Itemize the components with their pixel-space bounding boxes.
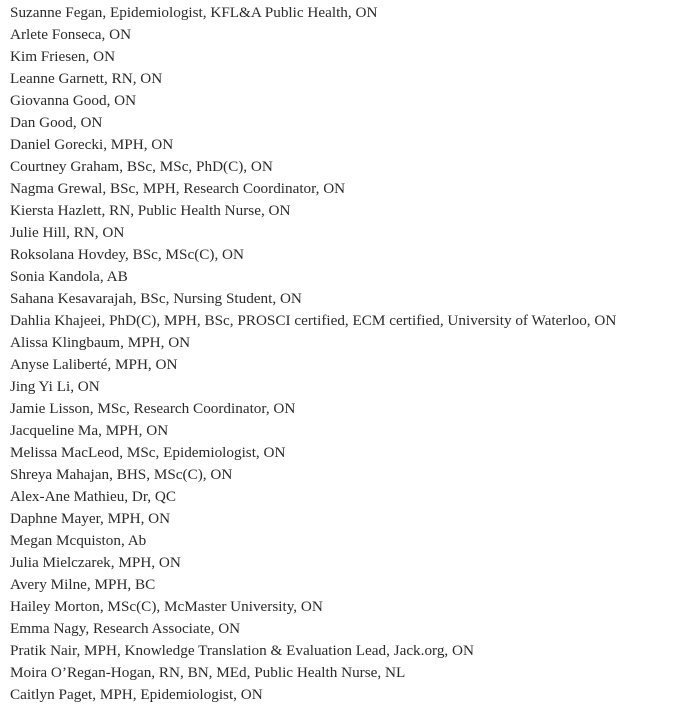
list-item: Megan Mcquiston, Ab: [10, 532, 147, 549]
list-item: Pratik Nair, MPH, Knowledge Translation & Evaluation Lead, Jack.org, ON: [10, 642, 474, 659]
list-item: Julie Hill, RN, ON: [10, 224, 125, 241]
list-item: Dahlia Khajeei, PhD(C), MPH, BSc, PROSCI certified, ECM certified, University of Waterloo, ON: [10, 312, 617, 329]
list-item: Anyse Laliberté, MPH, ON: [10, 356, 178, 373]
list-item: Julia Mielczarek, MPH, ON: [10, 554, 181, 571]
list-item: Leanne Garnett, RN, ON: [10, 70, 163, 87]
list-item: Jacqueline Ma, MPH, ON: [10, 422, 169, 439]
list-item: Daniel Gorecki, MPH, ON: [10, 136, 174, 153]
list-item: Roksolana Hovdey, BSc, MSc(C), ON: [10, 246, 244, 263]
list-item: Sahana Kesavarajah, BSc, Nursing Student, ON: [10, 290, 302, 307]
contributor-list: [10, 2, 692, 706]
list-item: Jing Yi Li, ON: [10, 378, 100, 395]
list-item: Courtney Graham, BSc, MSc, PhD(C), ON: [10, 158, 273, 175]
list-item: Jamie Lisson, MSc, Research Coordinator, ON: [10, 400, 296, 417]
list-item: Dan Good, ON: [10, 114, 103, 131]
list-item: Kim Friesen, ON: [10, 48, 116, 65]
list-item: Alissa Klingbaum, MPH, ON: [10, 334, 191, 351]
list-item: Hailey Morton, MSc(C), McMaster University, ON: [10, 598, 323, 615]
list-item: Daphne Mayer, MPH, ON: [10, 510, 171, 527]
list-item: Caitlyn Paget, MPH, Epidemiologist, ON: [10, 686, 263, 703]
list-item: Giovanna Good, ON: [10, 92, 137, 109]
list-item: Shreya Mahajan, BHS, MSc(C), ON: [10, 466, 233, 483]
list-item: Melissa MacLeod, MSc, Epidemiologist, ON: [10, 444, 286, 461]
list-item: Arlete Fonseca, ON: [10, 26, 132, 43]
list-item: Avery Milne, MPH, BC: [10, 576, 156, 593]
list-item: Suzanne Fegan, Epidemiologist, KFL&A Public Health, ON: [10, 4, 378, 21]
list-item: Alex-Ane Mathieu, Dr, QC: [10, 488, 176, 505]
list-item: Nagma Grewal, BSc, MPH, Research Coordinator, ON: [10, 180, 346, 197]
list-item: Sonia Kandola, AB: [10, 268, 128, 285]
list-item: Kiersta Hazlett, RN, Public Health Nurse, ON: [10, 202, 291, 219]
list-item: Moira O’Regan-Hogan, RN, BN, MEd, Public Health Nurse, NL: [10, 664, 406, 681]
list-item: Emma Nagy, Research Associate, ON: [10, 620, 241, 637]
